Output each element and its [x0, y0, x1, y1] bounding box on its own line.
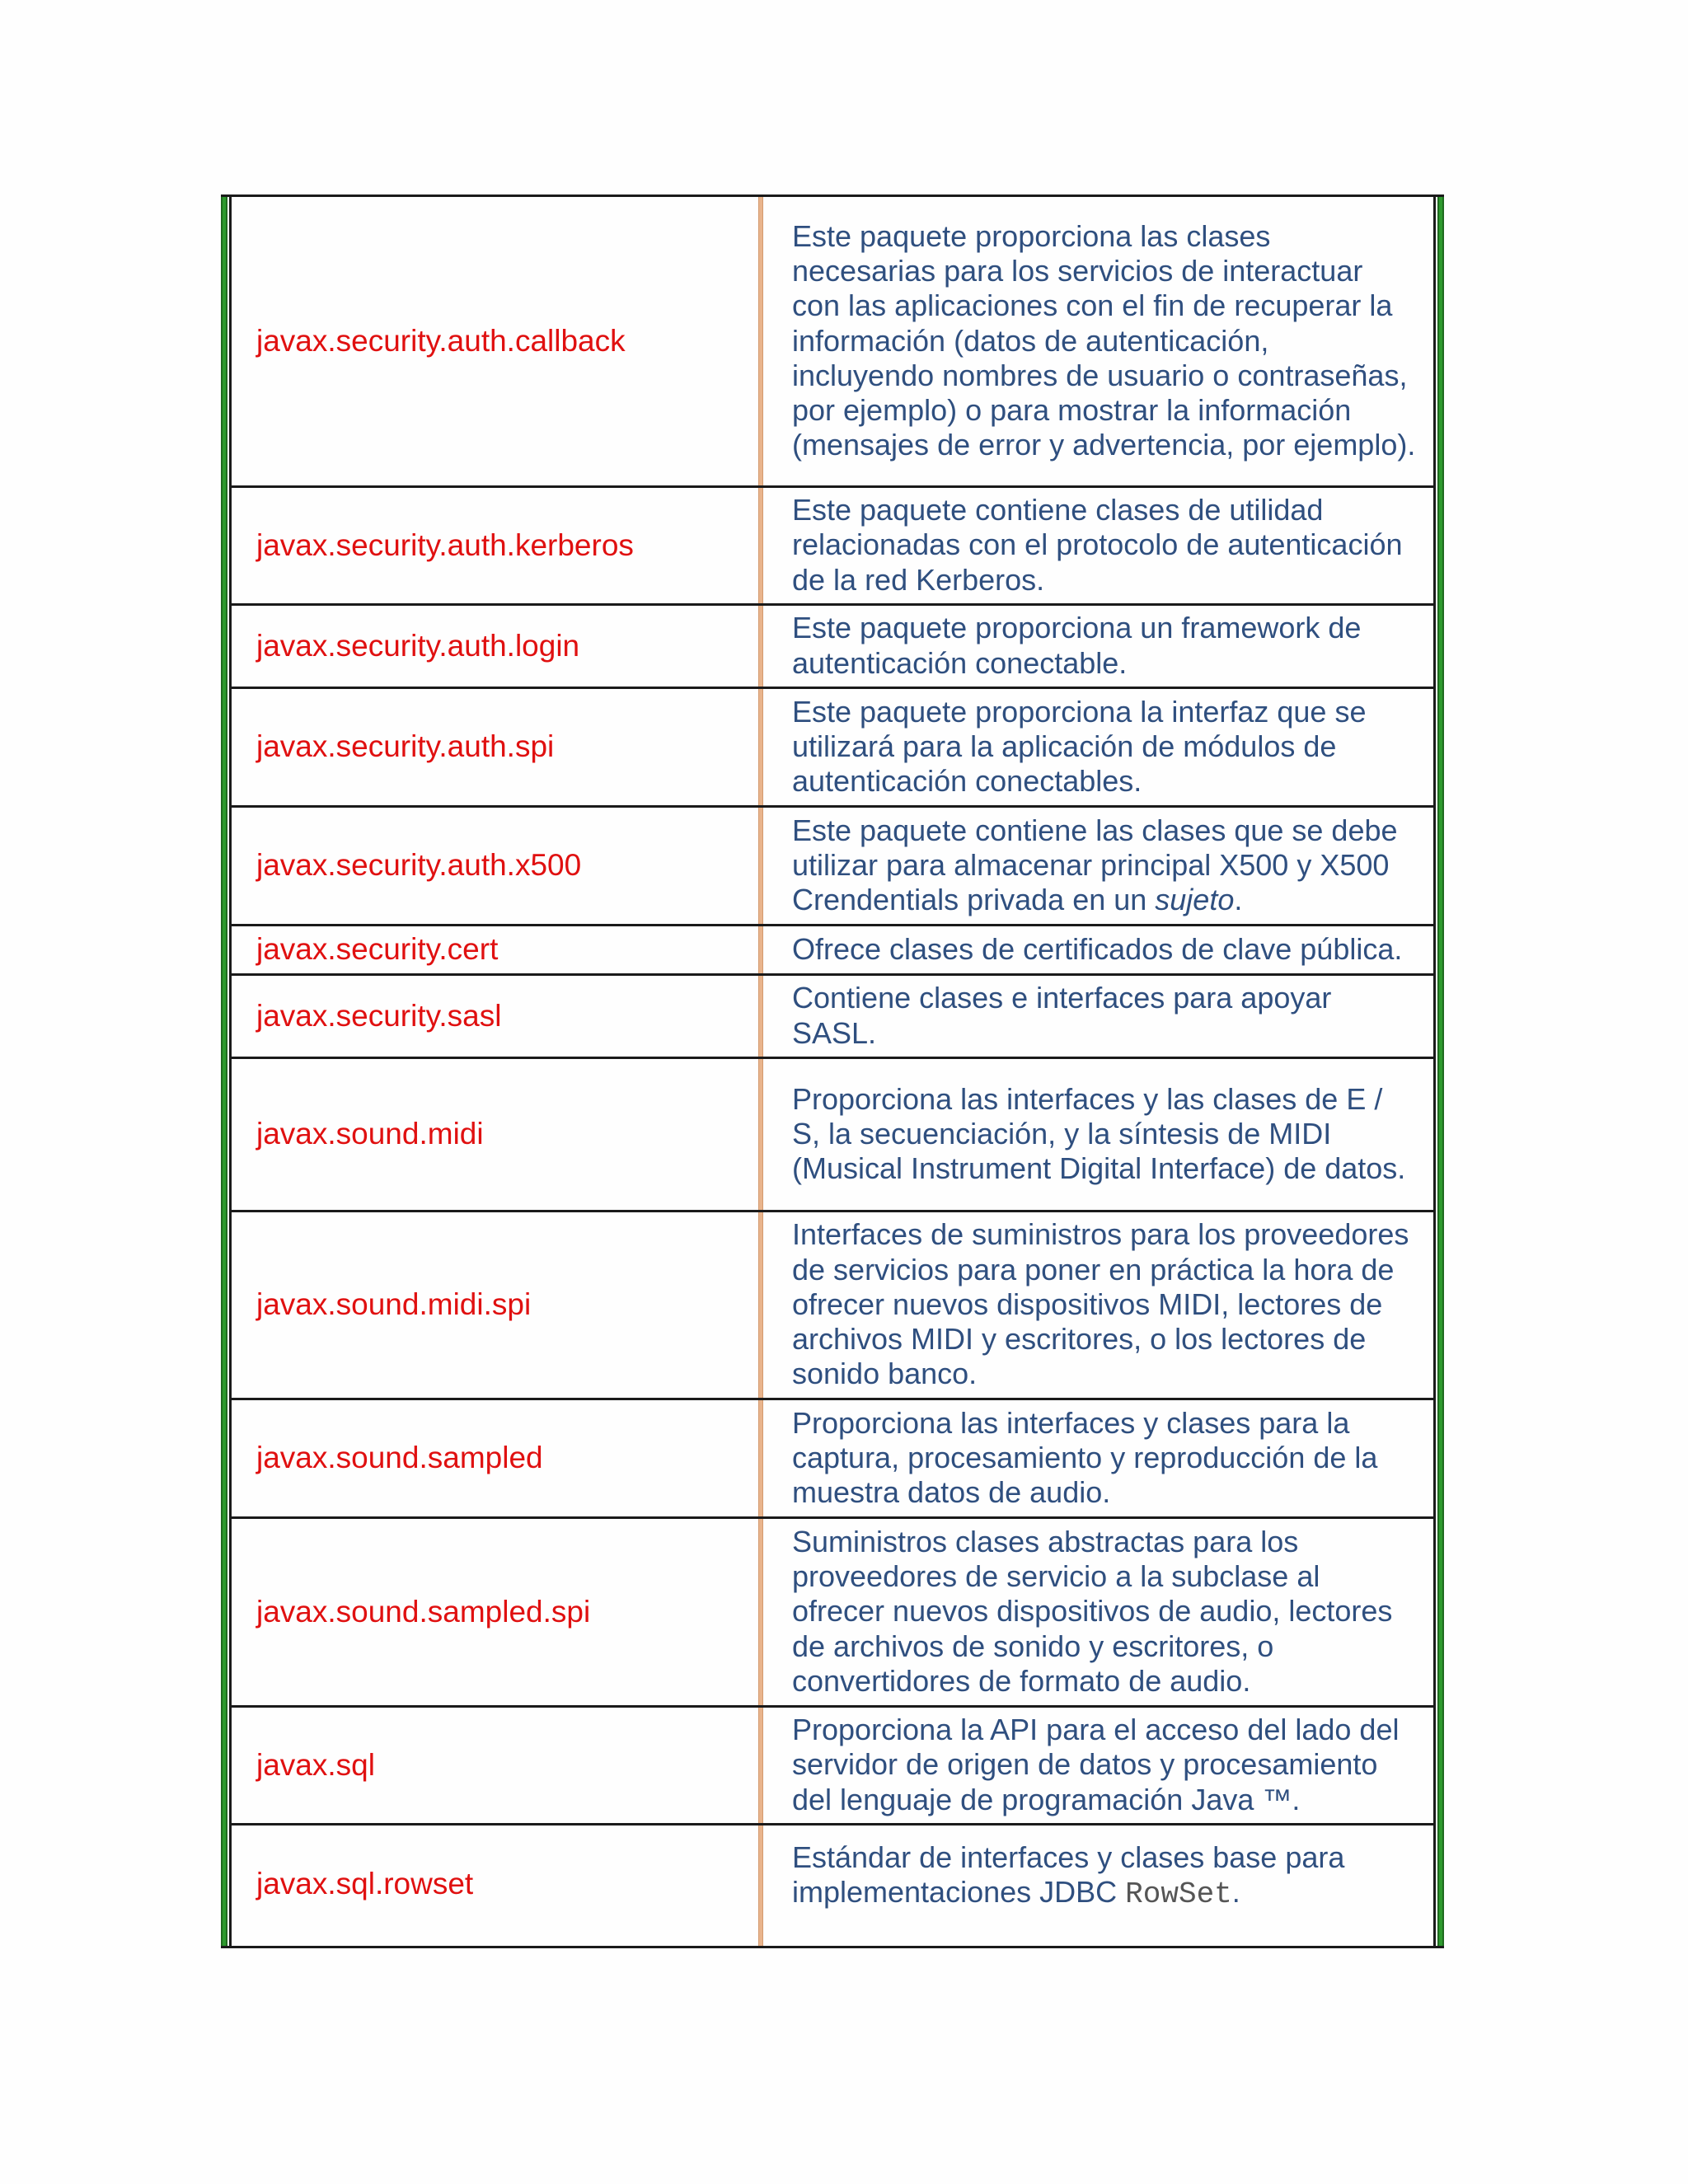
table-row [232, 974, 1433, 1057]
package-description: Ofrece clases de certificados de clave pública. [763, 925, 1433, 974]
table-row [232, 1399, 1433, 1517]
table-row [232, 925, 1433, 974]
table-right-rule [1433, 197, 1436, 1946]
table-row [232, 1706, 1433, 1824]
package-name: javax.security.auth.callback [256, 323, 626, 358]
package-description: Este paquete proporciona las clases necesarias para los servicios de interactuar con las aplicaciones con el fin de recuperar la información (datos de autenticación, incluyendo nombres de usuario o contraseñas, por ejemplo) o para mostrar la información (mensajes de error y advertencia, por ejemplo). [792, 218, 1416, 462]
package-description: Estándar de interfaces y clases base para implementaciones JDBC RowSet. [763, 1824, 1433, 1943]
package-description: Este paquete proporciona la interfaz que se utilizará para la aplicación de módulos de autenticación conectables. [763, 687, 1433, 806]
table-row [232, 1517, 1433, 1706]
code-term: RowSet [1125, 1877, 1232, 1911]
package-name: javax.security.auth.spi [232, 687, 758, 806]
package-name: javax.sound.midi [232, 1057, 758, 1211]
package-description: Proporciona las interfaces y las clases de E / S, la secuenciación, y la síntesis de MIDI (Musical Instrument Digital Interface) de datos. [763, 1057, 1433, 1211]
package-description: Proporciona la API para el acceso del lado del servidor de origen de datos y procesamiento del lenguaje de programación Java ™. [763, 1706, 1433, 1824]
table-row [232, 1824, 1433, 1943]
package-name: javax.sound.midi.spi [232, 1211, 758, 1399]
package-table [232, 197, 1433, 1943]
table-row [232, 1211, 1433, 1399]
table-row [232, 687, 1433, 806]
table-row [232, 1057, 1433, 1211]
package-name: javax.security.auth.kerberos [232, 486, 758, 604]
package-name: javax.sql.rowset [232, 1824, 758, 1943]
package-name: javax.sql [232, 1706, 758, 1824]
package-name: javax.security.sasl [232, 974, 758, 1057]
package-description: Este paquete proporciona un framework de autenticación conectable. [763, 604, 1433, 687]
italic-term: sujeto [1155, 883, 1235, 917]
table-row [232, 604, 1433, 687]
package-description: Proporciona las interfaces y clases para la captura, procesamiento y reproducción de la muestra datos de audio. [763, 1399, 1433, 1517]
package-name: javax.sound.sampled [232, 1399, 758, 1517]
table-right-border [1437, 197, 1444, 1946]
table-row [232, 806, 1433, 925]
package-name: javax.security.auth.login [232, 604, 758, 687]
package-table-frame [221, 194, 1444, 1948]
package-description: Contiene clases e interfaces para apoyar SASL. [763, 974, 1433, 1057]
package-description: Este paquete contiene clases de utilidad relacionadas con el protocolo de autenticación de la red Kerberos. [763, 486, 1433, 604]
table-row [232, 197, 1433, 486]
package-description: Suministros clases abstractas para los proveedores de servicio a la subclase al ofrecer nuevos dispositivos de audio, lectores de archivos de sonido y escritores, o convertidores de formato de audio. [763, 1517, 1433, 1706]
table-row [232, 486, 1433, 604]
package-description: Este paquete contiene las clases que se debe utilizar para almacenar principal X500 y X500 Crendentials privada en un sujeto. [763, 806, 1433, 925]
package-description: Interfaces de suministros para los proveedores de servicios para poner en práctica la hora de ofrecer nuevos dispositivos MIDI, lectores de archivos MIDI y escritores, o los lectores de sonido banco. [763, 1211, 1433, 1399]
package-name: javax.security.cert [232, 925, 758, 974]
package-name: javax.security.auth.x500 [232, 806, 758, 925]
table-left-border [221, 197, 227, 1946]
package-name: javax.sound.sampled.spi [232, 1517, 758, 1706]
